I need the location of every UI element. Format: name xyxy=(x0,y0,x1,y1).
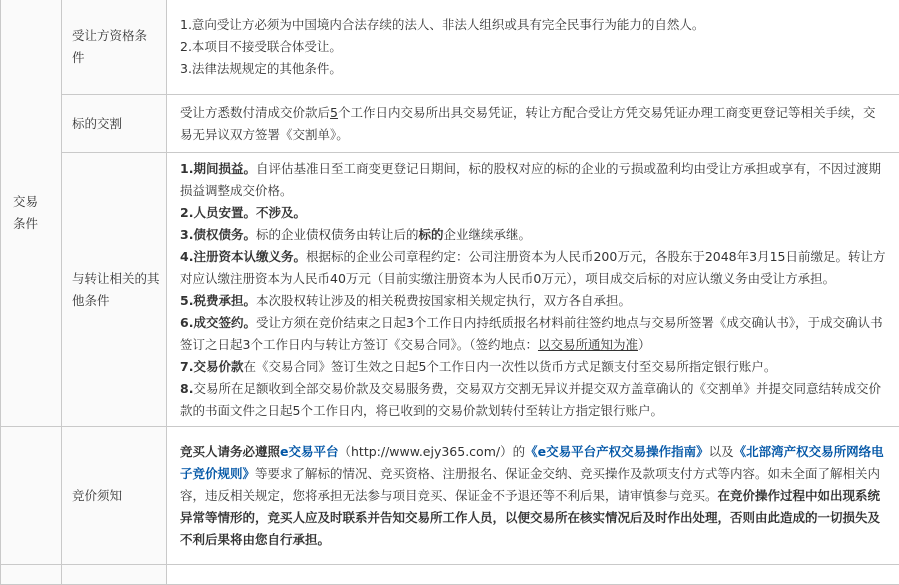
other-item-3-text-b: 企业继续承继。 xyxy=(443,227,531,242)
other-item-4-text: 根据标的企业公司章程约定：公司注册资本为人民币200万元，各股东于2048年3月15日前缴足。转让方对应认缴注册资本为人民币40万元（目前实缴注册资本为人民币0万元），项目成交后标的对应认缴义务由受让方承担。 xyxy=(180,249,885,286)
empty-cell xyxy=(167,565,899,585)
table-row xyxy=(1,565,899,585)
bidding-content xyxy=(167,427,899,565)
table-row xyxy=(1,153,899,427)
category-cell xyxy=(1,0,62,427)
other-item-1-title: 1.期间损益。 xyxy=(180,161,256,176)
other-item-8 xyxy=(180,378,887,422)
bidding-label-cell xyxy=(62,427,167,565)
other-item-5-text: 本次股权转让涉及的相关税费按国家相关规定执行，双方各自承担。 xyxy=(256,293,631,308)
other-item-2 xyxy=(180,202,887,224)
other-item-6-underlined: 以交易所通知为准 xyxy=(538,337,638,352)
bidding-guide-link[interactable]: 《e交易平台产权交易操作指南》 xyxy=(525,444,708,459)
bidding-label: 竞价须知 xyxy=(72,488,122,503)
other-item-4 xyxy=(180,246,887,290)
other-content xyxy=(167,153,899,427)
empty-cell xyxy=(1,565,62,585)
bidding-and: 以及 xyxy=(709,444,734,459)
delivery-days: 5 xyxy=(330,105,338,120)
other-item-6-title: 6.成交签约。 xyxy=(180,315,256,330)
table-row xyxy=(1,0,899,95)
other-item-6-text: 受让方须在竞价结束之日起3个工作日内持纸质报名材料前往签约地点与交易所签署《成交确认书》，于成交确认书签订之日起3个工作日内与转让方签订《交易合同》。（签约地点： xyxy=(180,315,883,352)
other-item-3-title: 3.债权债务。 xyxy=(180,227,256,242)
empty-cell xyxy=(62,565,167,585)
other-item-3-bold: 标的 xyxy=(418,227,443,242)
other-item-5 xyxy=(180,290,887,312)
other-item-1 xyxy=(180,158,887,202)
qualification-label: 受让方资格条件 xyxy=(72,28,147,65)
qualification-line-1: 1.意向受让方必须为中国境内合法存续的法人、非法人组织或具有完全民事行为能力的自然人。 xyxy=(180,14,887,36)
other-item-6 xyxy=(180,312,887,356)
delivery-text-b: 个工作日内交易所出具交易凭证，转让方配合受让方凭交易凭证办理工商变更登记等相关手续，交易无异议双方签署《交割单》。 xyxy=(180,105,875,142)
other-item-5-title: 5.税费承担。 xyxy=(180,293,256,308)
other-item-7-text: 在《交易合同》签订生效之日起5个工作日内一次性以货币方式足额支付至交易所指定银行账户。 xyxy=(243,359,776,374)
other-item-7-title: 7.交易价款 xyxy=(180,359,243,374)
other-item-8-title: 8. xyxy=(180,381,193,396)
bidding-url: （http://www.ejy365.com/）的 xyxy=(339,444,526,459)
delivery-label: 标的交割 xyxy=(72,116,122,131)
other-item-3 xyxy=(180,224,887,246)
table-row xyxy=(1,427,899,565)
other-item-2-title: 2.人员安置。不涉及。 xyxy=(180,205,306,220)
other-item-1-text: 自评估基准日至工商变更登记日期间，标的股权对应的标的企业的亏损或盈利均由受让方承担或享有，不因过渡期损益调整成交价格。 xyxy=(180,161,881,198)
delivery-content xyxy=(167,95,899,153)
other-item-3-text-a: 标的企业债权债务由转让后的 xyxy=(256,227,419,242)
delivery-text-a: 受让方悉数付清成交价款后 xyxy=(180,105,330,120)
category-label: 交易条件 xyxy=(13,191,45,235)
other-item-4-title: 4.注册资本认缴义务。 xyxy=(180,249,306,264)
bidding-rules-link[interactable]: 《北部湾产权交易所网络电子竞价规则》 xyxy=(180,444,884,481)
other-item-7 xyxy=(180,356,887,378)
bidding-bold-b: 在竞价操作过程中如出现系统异常等情形的，竞买人应及时联系并告知交易所工作人员，以便交易所在核实情况后及时作出处理，否则由此造成的一切损失及不利后果将由您自行承担。 xyxy=(180,488,880,547)
other-label-cell xyxy=(62,153,167,427)
bidding-platform-link[interactable]: e交易平台 xyxy=(280,444,338,459)
empty-category-cell xyxy=(1,427,62,565)
other-item-8-text: 交易所在足额收到全部交易价款及交易服务费，交易双方交割无异议并提交双方盖章确认的《交割单》并提交同意结转成交价款的书面文件之日起5个工作日内，将已收到的交易价款划转付至转让方指定银行账户。 xyxy=(180,381,881,418)
delivery-label-cell xyxy=(62,95,167,153)
qualification-line-2: 2.本项目不接受联合体受让。 xyxy=(180,36,887,58)
qualification-content xyxy=(167,0,899,95)
other-item-6-close: ） xyxy=(638,337,651,352)
other-label: 与转让相关的其他条件 xyxy=(72,268,162,312)
qualification-line-3: 3.法律法规规定的其他条件。 xyxy=(180,58,887,80)
qualification-label-cell xyxy=(62,0,167,95)
bidding-bold-a: 竞买人请务必遵照 xyxy=(180,444,280,459)
table-row xyxy=(1,95,899,153)
bidding-text-a: 等要求了解标的情况、竞买资格、注册报名、保证金交纳、竞买操作及款项支付方式等内容。如未全面了解相关内容，违反相关规定，您将承担无法参与项目竞买、保证金不予退还等不利后果，请审慎参与竞买。 xyxy=(180,466,880,503)
